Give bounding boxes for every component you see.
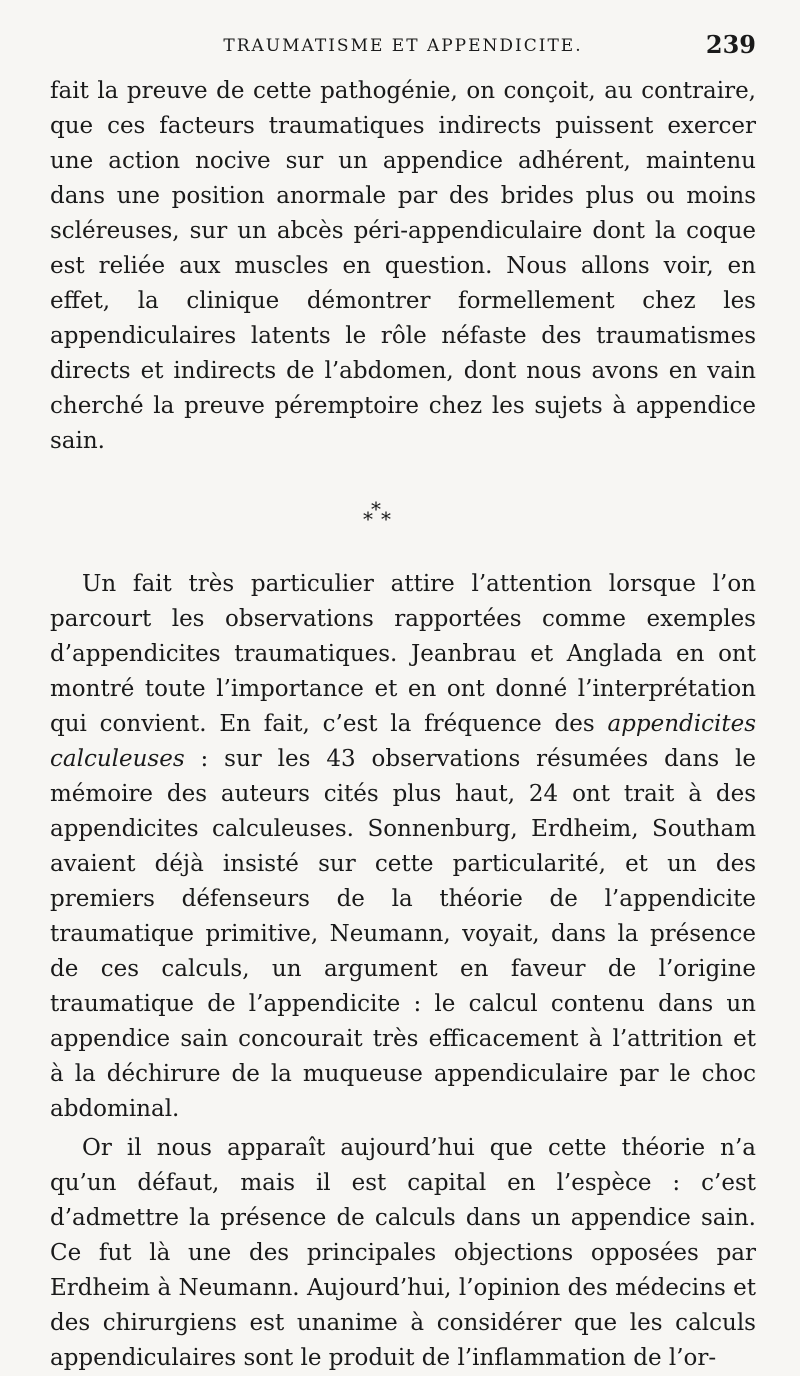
section-separator-asterism [50,459,756,567]
running-head [50,30,756,74]
asterism-star-right: * [381,507,391,531]
asterism-star-left: * [363,507,373,531]
paragraph-continued: fait la preuve de cette pathogénie, on conçoit, au contraire, que ces facteurs traumatiques indirects puissent exercer une action nocive sur un appendice adhérent, maintenu dans une position anormale par des brides plus ou moins scléreuses, sur un abcès péri-appendiculaire dont la coque est reliée aux muscles en question. Nous allons voir, en effet, la clinique démontrer formellement chez les appendiculaires latents le rôle néfaste des traumatismes directs et indirects de l’abdomen, dont nous avons en vain cherché la preuve péremptoire chez les sujets à appendice sain. [50,78,756,454]
running-title: TRAUMATISME ET APPENDICITE. [223,36,583,56]
paragraph-calculous-appendicitis [50,567,756,1127]
emphasis-appendicites-calculeuses: appendicites calculeuses [50,711,756,772]
paragraph-theory-objection: Or il nous apparaît aujourd’hui que cette théorie n’a qu’un défaut, mais il est capital en l’espèce : c’est d’admettre la présence de calculs dans un appendice sain. Ce fut là une des principales objections opposées par Erdheim à Neumann. Aujourd’hui, l’opinion des médecins et des chirurgiens est unanime à considérer que les calculs appendiculaires sont le produit de l’inflammation de l’or- [50,1135,756,1371]
page-number: 239 [705,30,756,59]
paragraph-text-after: : sur les 43 observations résumées dans le mémoire des auteurs cités plus haut, 24 ont trait à des appendicites calculeuses. Sonnenburg, Erdheim, Southam avaient déjà insisté sur cette particularité, et un des premiers défenseurs de la théorie de l’appendicite traumatique primitive, Neumann, voyait, dans la présence de ces calculs, un argument en faveur de l’origine traumatique de l’appendicite : le calcul contenu dans un appendice sain concourait très efficacement à l’attrition et à la déchirure de la muqueuse appendiculaire par le choc abdominal. [50,746,756,1122]
asterism-star-top: * [371,497,381,521]
paragraph-text-before: Un fait très particulier attire l’attention lorsque l’on parcourt les observations rapportées comme exemples d’appendicites traumatiques. Jeanbrau et Anglada en ont montré toute l’importance et en ont donné l’interprétation qui convient. En fait, c’est la fréquence des [50,571,756,737]
